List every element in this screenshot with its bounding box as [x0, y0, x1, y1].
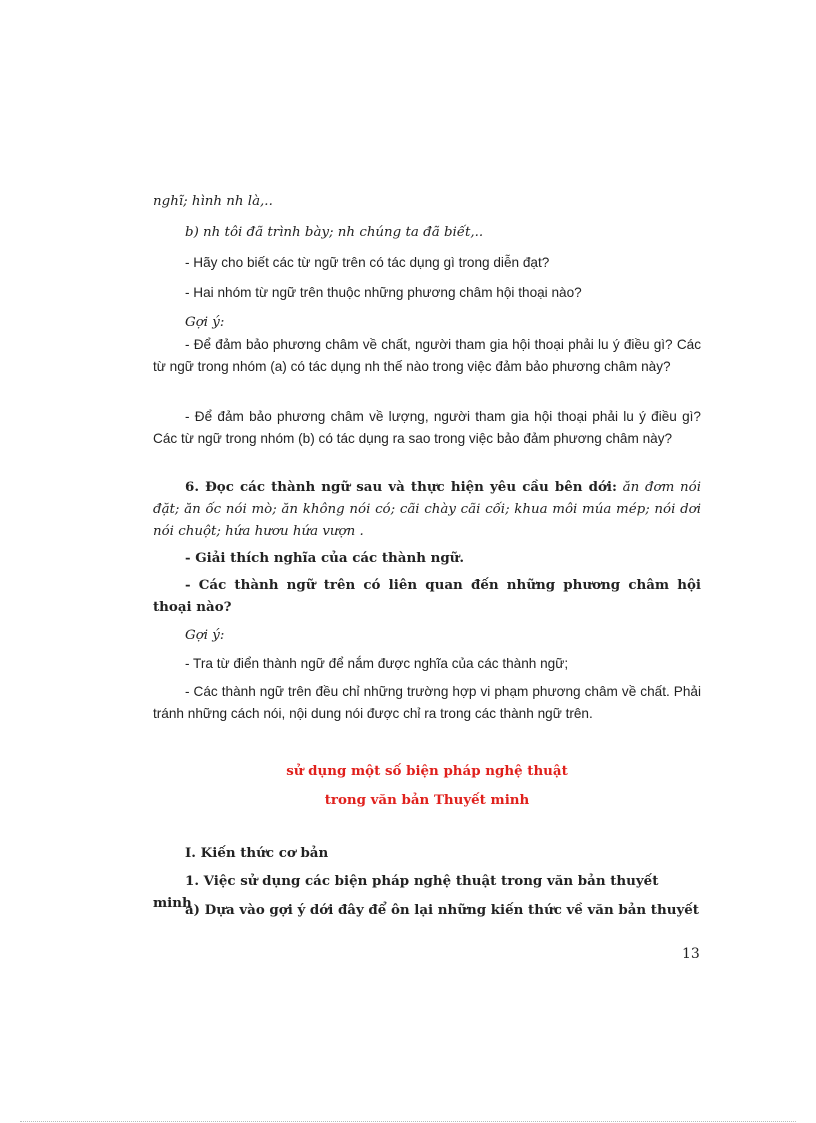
- exercise-6: [153, 476, 701, 543]
- question-1: - Hãy cho biết các từ ngữ trên có tác dụng gì trong diễn đạt?: [185, 255, 550, 270]
- text-line-1: nghĩ; hình nh là,..: [153, 194, 273, 209]
- text-line-2: b) nh tôi đã trình bày; nh chúng ta đã biết,..: [185, 225, 484, 240]
- section-heading-line-2: trong văn bản Thuyết minh: [324, 792, 530, 808]
- task-relate: - Các thành ngữ trên có liên quan đến những phương châm hội thoại nào?: [153, 577, 701, 615]
- section-heading-line-1: sử dụng một số biện pháp nghệ thuật: [286, 763, 568, 779]
- page-bottom-border: [20, 1121, 796, 1122]
- hint-label-1: Gợi ý:: [185, 315, 225, 330]
- subsection-title: I. Kiến thức cơ bản: [185, 845, 329, 861]
- page-number: 13: [682, 946, 700, 962]
- hint-paragraph-2: - Để đảm bảo phương châm về lượng, người tham gia hội thoại phải lu ý điều gì? Các từ ngữ trong nhóm (b) có tác dụng ra sao trong việc bảo đảm phương châm này?: [153, 409, 701, 446]
- exercise-6-idioms: ăn đơm nói đặt; ăn ốc nói mò; ăn không nói có; cãi chày cãi cối; khua môi múa mép; nói dơi nói chuột; hứa hươu hứa vượn .: [153, 480, 701, 539]
- hint-line-3: - Tra từ điển thành ngữ để nắm được nghĩa của các thành ngữ;: [185, 656, 569, 671]
- question-2: - Hai nhóm từ ngữ trên thuộc những phương châm hội thoại nào?: [185, 285, 582, 300]
- exercise-6-prompt: 6. Đọc các thành ngữ sau và thực hiện yêu cầu bên dới:: [185, 479, 617, 495]
- hint-label-2: Gợi ý:: [185, 628, 225, 643]
- subsection-item-1: 1. Việc sử dụng các biện pháp nghệ thuật trong văn bản thuyết minh: [153, 873, 659, 911]
- subsection-item-a: a) Dựa vào gợi ý dới đây để ôn lại những kiến thức về văn bản thuyết: [185, 902, 699, 918]
- task-explain: - Giải thích nghĩa của các thành ngữ.: [185, 550, 465, 566]
- hint-paragraph-3: - Các thành ngữ trên đều chỉ những trường hợp vi phạm phương châm về chất. Phải tránh những cách nói, nội dung nói được chỉ ra trong các thành ngữ trên.: [153, 684, 701, 721]
- hint-paragraph-1: - Để đảm bảo phương châm về chất, người tham gia hội thoại phải lu ý điều gì? Các từ ngữ trong nhóm (a) có tác dụng nh thế nào trong việc đảm bảo phương châm này?: [153, 337, 701, 374]
